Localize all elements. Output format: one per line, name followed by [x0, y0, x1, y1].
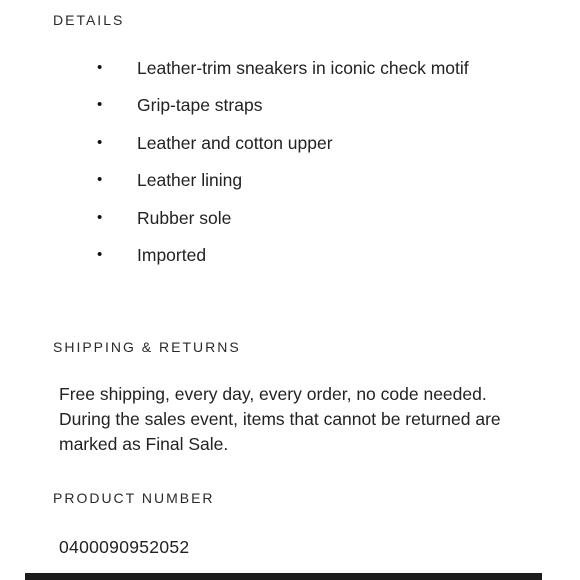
shipping-text: Free shipping, every day, every order, no code needed. During the sales event, items that cannot be returned are marked as Final Sale. — [59, 384, 501, 454]
product-number-value: 0400090952052 — [59, 537, 190, 557]
bullet-icon: • — [97, 208, 103, 226]
list-item — [0, 243, 580, 280]
detail-item-text: Leather lining — [137, 170, 243, 191]
list-item — [0, 168, 580, 205]
product-number-heading: PRODUCT NUMBER — [53, 490, 215, 506]
shipping-heading: SHIPPING & RETURNS — [53, 339, 241, 355]
list-item — [0, 56, 580, 93]
detail-item-text: Rubber sole — [137, 207, 232, 228]
bullet-icon: • — [97, 133, 103, 151]
bullet-icon: • — [97, 59, 103, 76]
bottom-bar — [25, 573, 542, 580]
list-item — [0, 206, 580, 243]
detail-item-text: Imported — [137, 244, 207, 265]
detail-item-text: Grip-tape straps — [137, 95, 263, 116]
bullet-icon: • — [97, 245, 103, 263]
details-heading: DETAILS — [53, 12, 125, 28]
bullet-icon: • — [97, 171, 103, 189]
detail-item-text: Leather and cotton upper — [137, 132, 333, 153]
list-item — [0, 131, 580, 168]
details-list — [0, 56, 580, 280]
bullet-icon: • — [97, 96, 103, 114]
list-item — [0, 93, 580, 130]
detail-item-text: Leather-trim sneakers in iconic check motif — [137, 58, 469, 78]
